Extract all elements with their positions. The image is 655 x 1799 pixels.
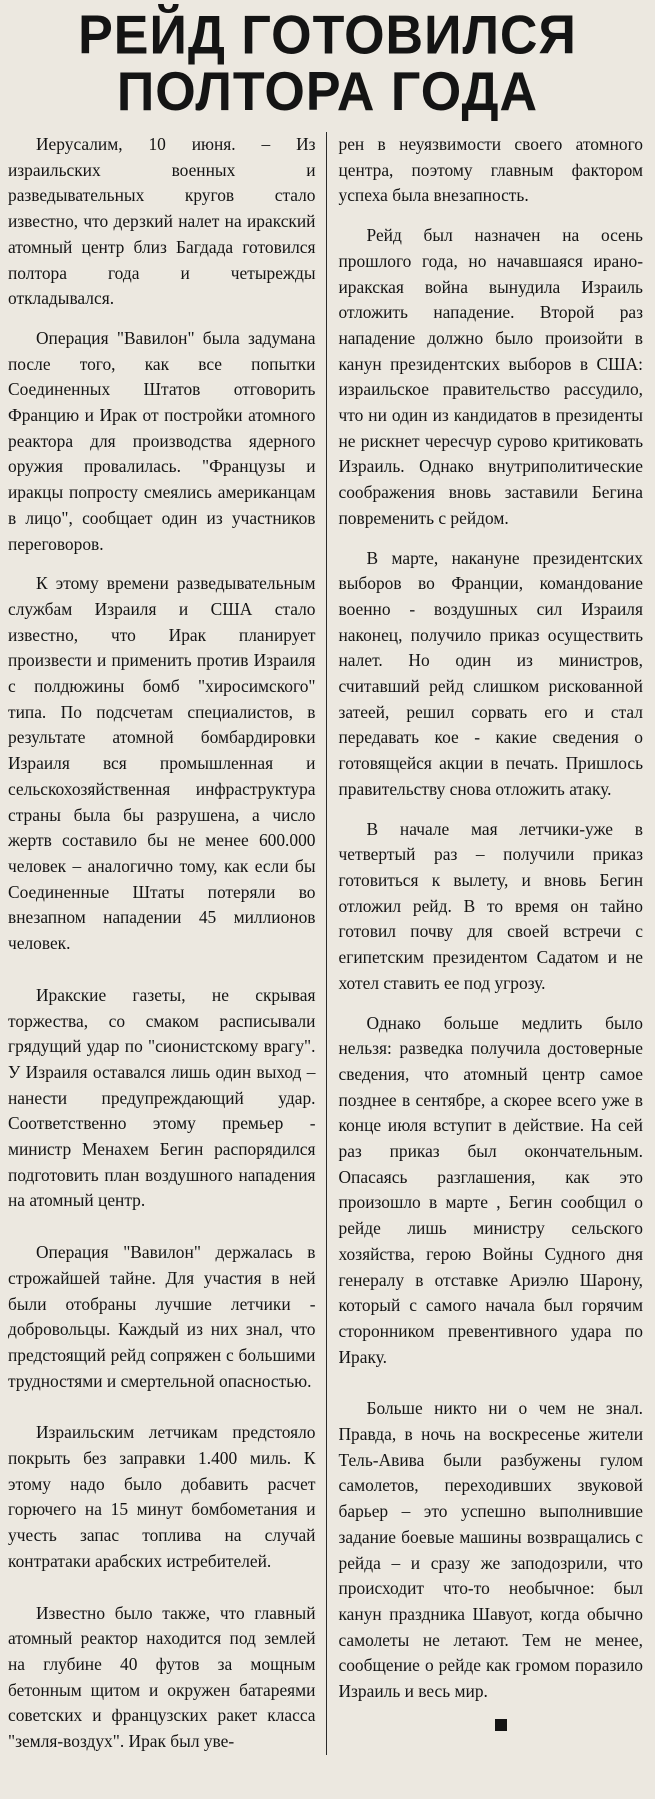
headline [12, 5, 643, 123]
headline-line-1: РЕЙД ГОТОВИЛСЯ [78, 5, 577, 67]
right-column [326, 132, 644, 1755]
paragraph-postponements: Рейд был назначен на осень прошлого года, но начавшаяся ирано-иракская война вынудила Израиль отложить нападение. Второй раз нападение должно было произойти в канун президентских выборов в США: израильское правительство рассудило, что ни один из кандидатов в президенты не рискнет чересчур сурово критиковать Израиль. Однако внутриполитические соображения вновь заставили Бегина повременить с рейдом. [338, 225, 643, 528]
paragraph-iraqi-press: Иракские газеты, не скрывая торжества, со смаком расписывали грядущий удар по "сионистскому врагу". У Израиля оставался лишь один выход – нанести предупреждающий удар. Соответственно этому премьер - министр Менахем Бегин распорядился подготовить план воздушного нападения на атомный центр. [8, 984, 316, 1211]
end-of-article-mark [495, 1719, 507, 1731]
paragraph-operation-babylon: Операция "Вавилон" была задумана после того, как все попытки Соединенных Штатов отговорить Францию и Ирак от постройки атомного реактора для производства ядерного оружия провалилась. "Французы и иракцы попросту смеялись американцам в лицо", сообщает один из участников переговоров. [8, 327, 316, 554]
paragraph-intelligence: К этому времени разведывательным службам Израиля и США стало известно, что Ирак планирует произвести и применить против Израиля с полдюжины бомб "хиросимского" типа. По подсчетам специалистов, в результате атомной бомбардировки Израиля вся промышленная и сельскохозяйственная инфраструктура страны была бы разрушена, а число жертв составило бы не менее 600.000 человек – аналогично тому, как если бы Соединенные Штаты потеряли во внезапном нападении 45 миллионов человек. [8, 573, 316, 954]
paragraph-march: В марте, накануне президентских выборов во Франции, командование военно - воздушных сил Израиля наконец, получило приказ осуществить налет. Но один из министров, считавший рейд слишком рискованной затеей, решил сорвать его и стал передавать кое - какие сведения о готовящейся акции в печать. Пришлось правительству снова отложить атаку. [338, 547, 643, 799]
left-column [8, 132, 326, 1755]
paragraph-aftermath: Больше никто ни о чем не знал. Правда, в ночь на воскресенье жители Тель-Авива были разбужены гулом самолетов, переходивших звуковой барьер – это успешно выполнившие задание боевые машины возвращались с рейда – и сразу же заподозрили, что происходит что-то необычное: был канун праздника Шавуот, когда обычно самолеты не летают. Тем не менее, сообщение о рейде как громом поразило Израиль и весь мир. [338, 1398, 643, 1702]
paragraph-continuation: рен в неуязвимости своего атомного центра, поэтому главным фактором успеха была внезапность. [338, 134, 643, 206]
paragraph-secrecy: Операция "Вавилон" держалась в строжайшей тайне. Для участия в ней были отобраны лучшие летчики - добровольцы. Каждый из них знал, что предстоящий рейд сопряжен с большими трудностями и смертельной опасностью. [8, 1242, 316, 1391]
paragraph-reactor-defense: Известно было также, что главный атомный реактор находится под землей на глубине 40 футов за мощным бетонным щитом и окружен батареями советских и французских ракет класса "земля-воздух". Ирак был уве- [8, 1602, 316, 1752]
paragraph-fuel: Израильским летчикам предстояло покрыть без заправки 1.400 миль. К этому надо было добавить расчет горючего на 15 минут бомбометания и учесть запас топлива на случай контратаки арабских истребителей. [8, 1422, 316, 1571]
article-columns [8, 132, 643, 1755]
paragraph-dateline: Иерусалим, 10 июня. – Из израильских военных и разведывательных кругов стало известно, что дерзкий налет на иракский атомный центр близ Багдада готовился полтора года и четырежды откладывался. [8, 134, 316, 309]
paragraph-final-order: Однако больше медлить было нельзя: разведка получила достоверные сведения, что атомный центр самое позднее в сентябре, а скорее всего уже в конце июля вступит в действие. На сей раз приказ был окончательным. Опасаясь разглашения, как это произошло в марте , Бегин сообщил о рейде лишь министру сельского хозяйства, герою Войны Судного дня генералу в отставке Ариэлю Шарону, который с самого начала был горячим сторонником превентивного удара по Ираку. [338, 1012, 643, 1367]
paragraph-may: В начале мая летчики-уже в четвертый раз – получили приказ готовиться к вылету, и вновь Бегин отложил рейд. В то время он тайно готовил почву для своей встречи с египетским президентом Садатом и не хотел ставить ее под угрозу. [338, 818, 643, 993]
headline-line-2: ПОЛТОРА ГОДА [116, 61, 539, 123]
